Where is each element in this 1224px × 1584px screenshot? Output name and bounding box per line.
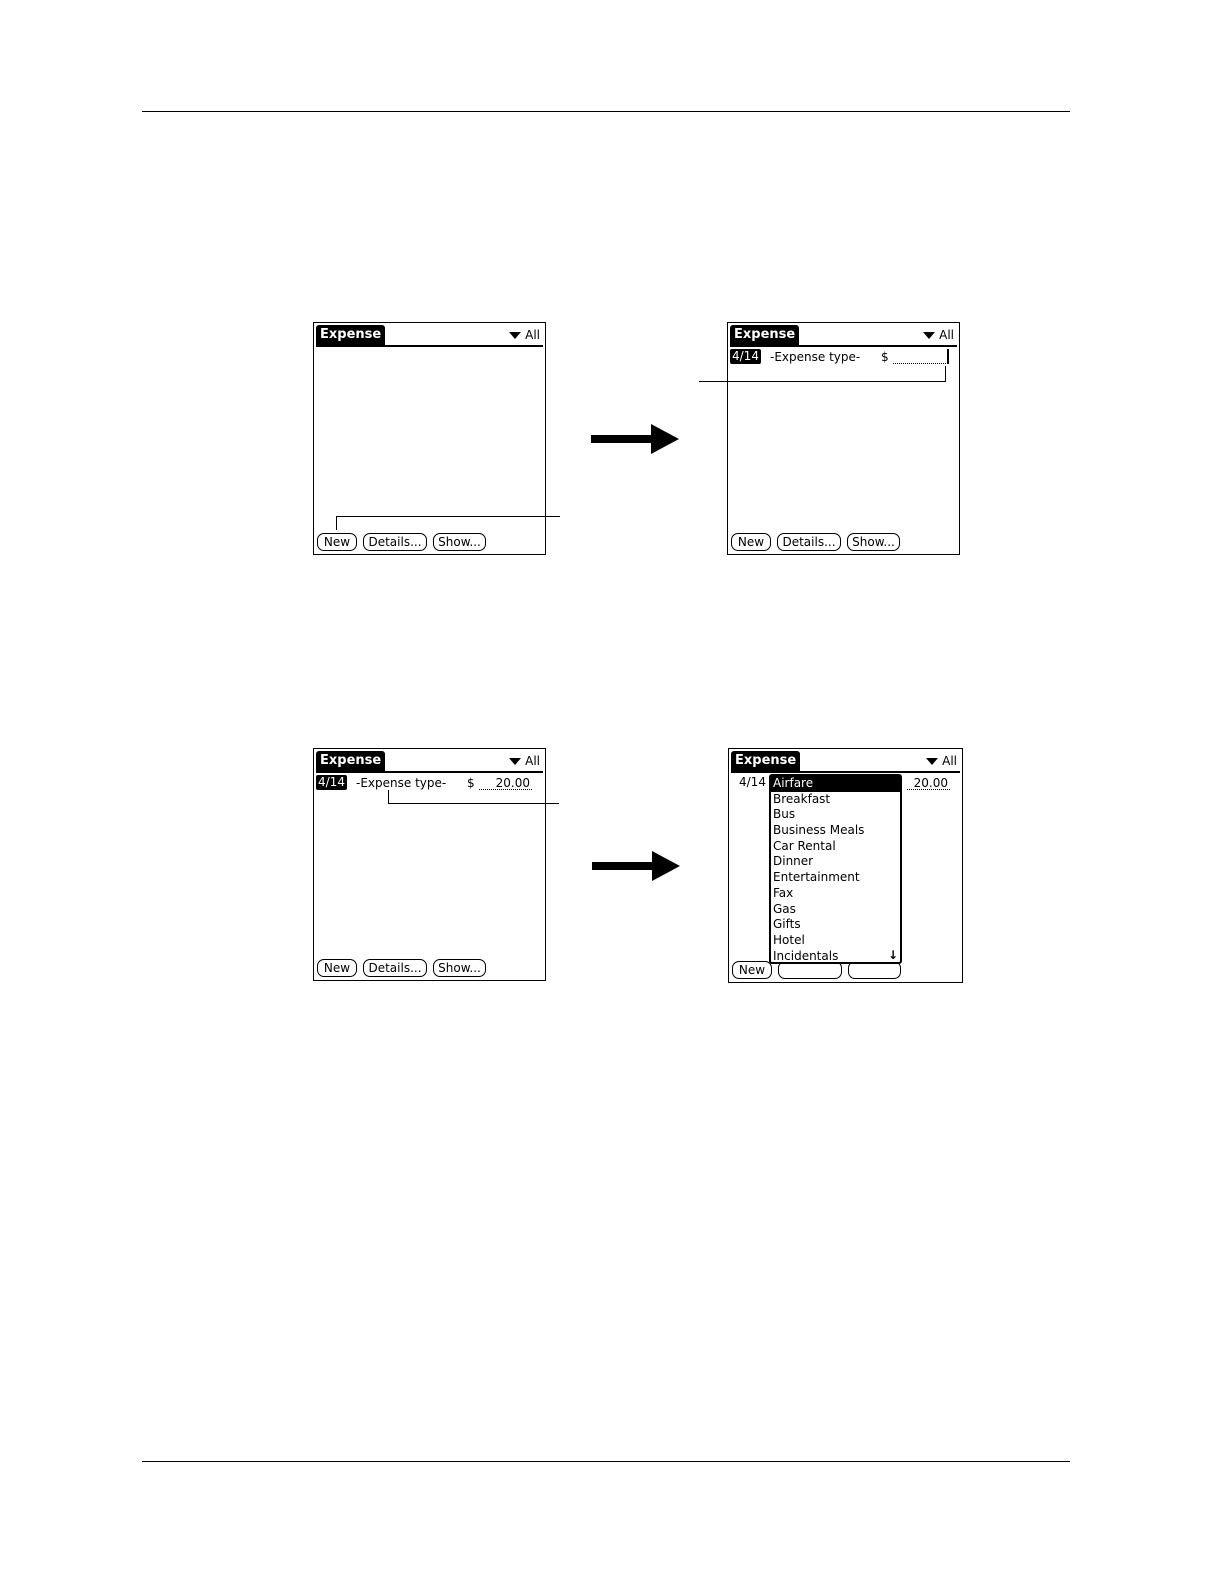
list-item[interactable]: Fax [773, 885, 794, 900]
date-field[interactable]: 4/14 [318, 775, 345, 789]
list-item[interactable]: Hotel [773, 932, 805, 947]
expense-row[interactable] [730, 348, 957, 366]
currency-symbol: $ [467, 776, 475, 790]
button-bar [731, 533, 956, 551]
right-arrow-icon [591, 422, 681, 456]
expense-screen-empty [313, 322, 546, 555]
triangle-down-icon [926, 758, 938, 765]
list-item[interactable]: Entertainment [773, 870, 860, 885]
details-button[interactable]: Details... [777, 533, 841, 551]
category-picker[interactable] [509, 325, 540, 345]
list-item[interactable]: Car Rental [773, 838, 836, 853]
amount-field[interactable]: 20.00 [479, 774, 532, 790]
list-item-selected[interactable]: Airfare [771, 776, 900, 792]
amount-field[interactable] [893, 348, 946, 364]
expense-screen-amount-entered [313, 748, 546, 981]
details-button[interactable]: Details... [363, 959, 427, 977]
triangle-down-icon [509, 758, 521, 765]
callout-line-expense-type-vertical [388, 790, 389, 803]
list-item[interactable]: Incidentals [773, 948, 839, 963]
details-button[interactable]: Details... [363, 533, 427, 551]
category-label: All [525, 328, 540, 342]
amount-field[interactable]: 20.00 [907, 774, 950, 790]
category-picker[interactable] [926, 751, 957, 771]
callout-line-new [336, 516, 560, 517]
button-bar [317, 959, 542, 977]
callout-line-new-vertical [336, 516, 337, 530]
list-item[interactable]: Gifts [773, 917, 801, 932]
triangle-down-icon [923, 332, 935, 339]
app-title: Expense [316, 751, 385, 771]
arrow-down-icon[interactable]: ↓ [887, 948, 898, 962]
callout-line-amount [699, 381, 946, 382]
expense-type-picker[interactable]: -Expense type- [770, 350, 861, 364]
list-item[interactable]: Bus [773, 807, 796, 822]
button-bar [317, 533, 542, 551]
date-field[interactable]: 4/14 [739, 775, 766, 789]
callout-line-expense-type [388, 803, 559, 804]
expense-screen-new-record [727, 322, 960, 555]
title-bar [316, 751, 543, 773]
category-label: All [525, 754, 540, 768]
expense-screen-type-list [728, 748, 963, 983]
show-button[interactable]: Show... [433, 959, 486, 977]
right-arrow-icon [592, 849, 682, 883]
triangle-down-icon [509, 332, 521, 339]
category-picker[interactable] [923, 325, 954, 345]
category-label: All [939, 328, 954, 342]
show-button[interactable]: Show... [433, 533, 486, 551]
app-title: Expense [731, 751, 800, 771]
text-cursor [947, 349, 949, 364]
expense-type-picker[interactable]: -Expense type- [356, 776, 447, 790]
list-item[interactable]: Dinner [773, 854, 814, 869]
new-button[interactable]: New [317, 959, 357, 977]
expense-row[interactable] [316, 774, 543, 792]
title-bar [731, 751, 960, 773]
date-field[interactable]: 4/14 [732, 349, 759, 363]
new-button[interactable]: New [317, 533, 357, 551]
callout-line-amount-vertical [945, 366, 946, 381]
title-bar [316, 325, 543, 347]
category-picker[interactable] [509, 751, 540, 771]
title-bar [730, 325, 957, 347]
top-rule [142, 111, 1070, 112]
app-title: Expense [730, 325, 799, 345]
bottom-rule [142, 1461, 1070, 1462]
app-title: Expense [316, 325, 385, 345]
expense-type-list[interactable] [769, 774, 902, 964]
list-item[interactable]: Breakfast [773, 791, 831, 806]
list-item[interactable]: Business Meals [773, 823, 865, 838]
category-label: All [942, 754, 957, 768]
currency-symbol: $ [881, 350, 889, 364]
show-button[interactable]: Show... [847, 533, 900, 551]
new-button[interactable]: New [731, 533, 771, 551]
list-item[interactable]: Gas [773, 901, 796, 916]
new-button[interactable]: New [732, 961, 772, 979]
